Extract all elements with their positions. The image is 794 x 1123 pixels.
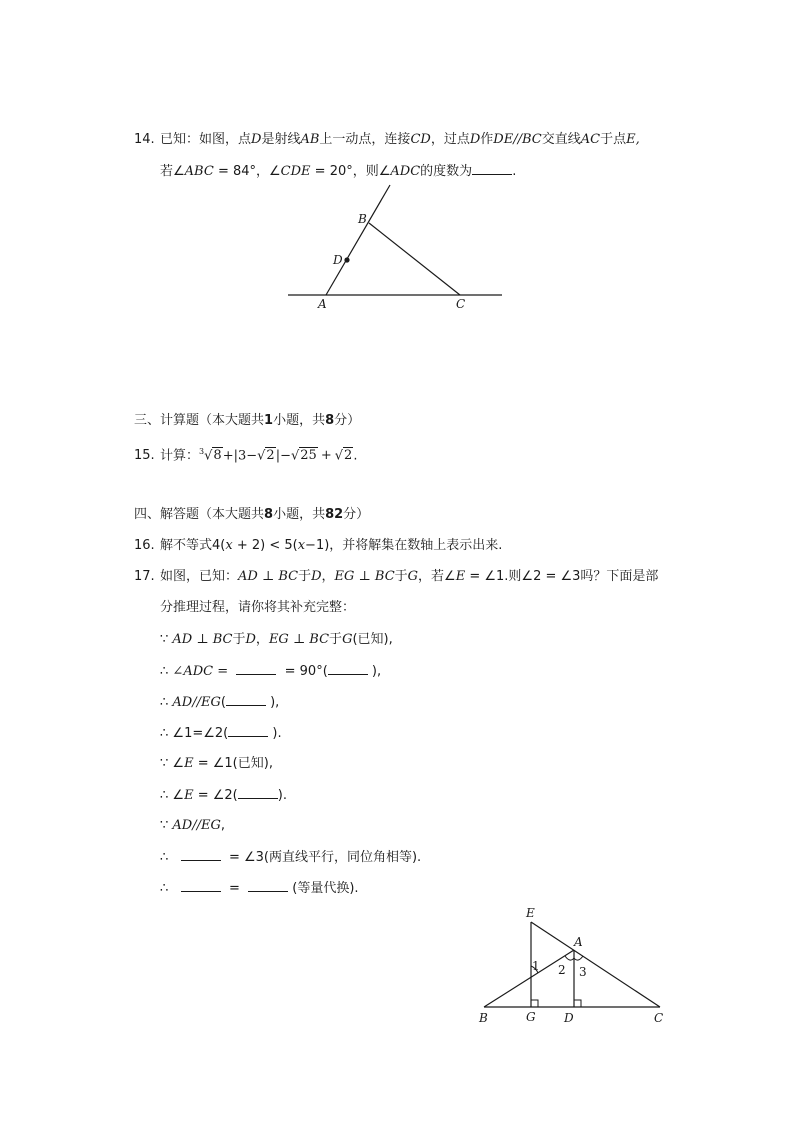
text: ，若∠ <box>418 569 456 584</box>
text: , <box>220 818 226 833</box>
step-4 <box>160 724 282 743</box>
q17-line2: 分推理过程，请你将其补充完整： <box>160 600 356 615</box>
text: ， <box>321 569 335 584</box>
var: ADC <box>390 164 421 179</box>
symbol: ∵ <box>160 632 169 647</box>
step-5 <box>160 755 273 773</box>
segment-ba <box>484 950 574 1007</box>
var: AD//EG <box>172 695 221 710</box>
text: 于 <box>298 569 312 584</box>
answer-blank[interactable] <box>226 693 266 706</box>
text: ∠ <box>172 756 185 771</box>
radicand: 25 <box>300 448 317 464</box>
var: D <box>251 132 262 147</box>
symbol: ∵ <box>160 818 169 833</box>
symbol: ∴ <box>160 788 169 803</box>
symbol: ∴ <box>160 695 169 710</box>
text: 82 <box>325 507 344 522</box>
angle-2-arc <box>565 956 574 960</box>
text: 上一动点，连接 <box>319 132 411 147</box>
text: ( <box>220 695 226 710</box>
question-number: 16. <box>134 538 155 553</box>
q17-figure <box>470 900 680 1030</box>
text: 小题，共 <box>273 413 326 428</box>
label-a: A <box>574 935 583 949</box>
text: 分） <box>334 413 361 428</box>
text: 四、解答题（本大题共 <box>134 507 265 522</box>
var: EG ⊥ BC <box>268 632 330 647</box>
text: 于点 <box>600 132 627 147</box>
text: ∠ <box>172 788 185 803</box>
var: CDE <box>280 164 311 179</box>
q14-line1 <box>134 131 640 149</box>
right-angle-d <box>574 1000 581 1007</box>
text: = 90°( <box>284 664 328 679</box>
step-7 <box>160 817 225 835</box>
text: 已知：如图，点 <box>160 132 252 147</box>
label-3: 3 <box>579 965 587 979</box>
angle-3-arc <box>574 956 583 960</box>
question-number: 15. <box>134 448 155 464</box>
q14-line2: 若∠ABC = 84°，∠CDE = 20°，则∠ADC的度数为 . <box>160 164 517 179</box>
text: ), <box>270 695 280 710</box>
symbol: ∴ <box>160 726 169 741</box>
step-9 <box>160 879 359 898</box>
text: = 84°，∠ <box>217 164 281 179</box>
question-number: 14. <box>134 132 155 147</box>
label-d: D <box>333 253 343 267</box>
radicand: 2 <box>266 448 275 464</box>
step-3 <box>160 693 279 712</box>
text: ). <box>277 788 287 803</box>
answer-blank[interactable] <box>228 724 268 737</box>
text: −1)，并将解集在数轴上表示出来. <box>305 538 503 553</box>
text: = <box>228 881 240 896</box>
root-index: 3 <box>199 447 205 456</box>
text: 8 <box>264 507 274 522</box>
label-e: E <box>526 906 535 920</box>
text: 是射线 <box>261 132 301 147</box>
text: 8 <box>325 413 335 428</box>
q16-line <box>134 537 502 555</box>
var: AD//EG <box>172 818 221 833</box>
var: ∠ADC = <box>172 664 229 679</box>
var: E <box>184 788 194 803</box>
text: = ∠3(两直线平行，同位角相等). <box>228 850 422 865</box>
var: E <box>184 756 194 771</box>
symbol: ∴ <box>160 664 169 679</box>
label-c: C <box>456 297 466 311</box>
right-angle-g <box>531 1000 538 1007</box>
answer-blank[interactable] <box>238 786 278 799</box>
var: ABC <box>184 164 214 179</box>
text: ). <box>272 726 282 741</box>
text: 于 <box>232 632 246 647</box>
text: = 20°，则∠ <box>314 164 391 179</box>
label-c: C <box>654 1011 664 1025</box>
var: x <box>297 538 306 553</box>
text: 1 <box>264 413 274 428</box>
text: + <box>320 448 332 464</box>
label-d: D <box>564 1011 574 1025</box>
var: x <box>225 538 233 553</box>
text: = ∠2( <box>197 788 238 803</box>
point-d <box>344 257 349 262</box>
q17-line1 <box>134 568 658 586</box>
section-3-heading <box>134 412 360 430</box>
q15-line: 15. 计算：$^3$√8+|3−√2|−√25 + √2. <box>134 447 358 464</box>
var: E <box>455 569 466 584</box>
text: ), <box>371 664 382 679</box>
text: 计算： <box>160 448 200 464</box>
radicand: 8 <box>213 448 222 464</box>
text: 三、计算题（本大题共 <box>134 413 265 428</box>
label-2: 2 <box>558 963 566 977</box>
label-1: 1 <box>532 959 540 973</box>
answer-blank[interactable] <box>328 662 368 675</box>
var: D <box>311 569 322 584</box>
symbol: ∴ <box>160 881 169 896</box>
text: = ∠1.则∠2 = ∠3吗？下面是部 <box>469 569 659 584</box>
text: (等量代换). <box>292 881 359 896</box>
answer-blank[interactable] <box>472 162 512 175</box>
section-4-heading <box>134 506 369 524</box>
text: 作 <box>480 132 494 147</box>
answer-blank[interactable] <box>181 879 221 892</box>
text: (已知), <box>352 632 393 647</box>
symbol: ∴ <box>160 850 169 865</box>
step-8 <box>160 848 421 867</box>
answer-blank[interactable] <box>236 662 276 675</box>
text: 若∠ <box>160 164 185 179</box>
label-b: B <box>358 212 367 226</box>
text: ∠1=∠2( <box>172 726 229 741</box>
radicand: 2 <box>344 448 353 464</box>
var: CD <box>410 132 431 147</box>
answer-blank[interactable] <box>248 879 288 892</box>
text: |− <box>275 448 291 464</box>
step-6 <box>160 786 287 805</box>
text: 于 <box>329 632 343 647</box>
step-1 <box>160 631 393 649</box>
var: G <box>407 569 419 584</box>
text: = ∠1(已知), <box>197 756 273 771</box>
var: AD ⊥ BC <box>238 569 299 584</box>
text: 交直线 <box>541 132 581 147</box>
var: E, <box>626 132 640 147</box>
text: +|3− <box>222 448 258 464</box>
text: 如图，已知： <box>160 569 239 584</box>
var: G <box>342 632 353 647</box>
label-b: B <box>479 1011 488 1025</box>
text: 解不等式4( <box>160 538 226 553</box>
text: 分） <box>343 507 370 522</box>
var: AC <box>580 132 601 147</box>
var: EG ⊥ BC <box>334 569 395 584</box>
segment-bc <box>369 223 460 295</box>
label-a: A <box>318 297 327 311</box>
var: AD ⊥ BC <box>172 632 233 647</box>
symbol: ∵ <box>160 756 169 771</box>
ray-ab <box>326 185 390 295</box>
text: 的度数为 <box>420 164 473 179</box>
q14-figure <box>280 180 510 315</box>
var: D <box>245 632 256 647</box>
answer-blank[interactable] <box>181 848 221 861</box>
text: + 2) < 5( <box>236 538 298 553</box>
text: ， <box>255 632 269 647</box>
text: . <box>353 448 358 464</box>
text: 于 <box>394 569 408 584</box>
text: 小题，共 <box>273 507 326 522</box>
text: ，过点 <box>430 132 470 147</box>
var: D <box>469 132 481 147</box>
label-g: G <box>526 1010 536 1024</box>
var: AB <box>300 132 320 147</box>
step-2 <box>160 662 381 681</box>
var: DE//BC <box>493 132 542 147</box>
question-number: 17. <box>134 569 155 584</box>
